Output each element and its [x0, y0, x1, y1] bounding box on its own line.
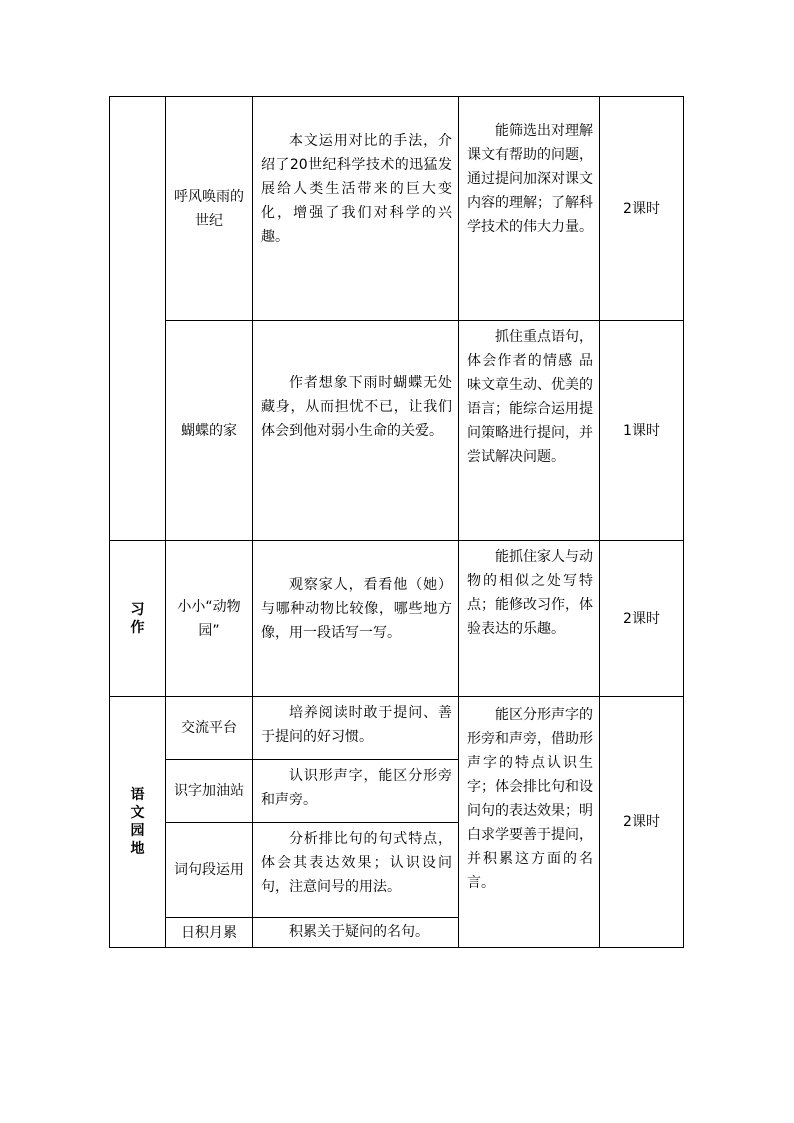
lesson-content: 本文运用对比的手法，介绍了20世纪科学技术的迅猛发展给人类生活带来的巨大变化，增强了我们对科学的兴趣。 [261, 133, 452, 245]
lesson-hours: 2课时 [623, 814, 660, 830]
lesson-title: 词句段运用 [174, 862, 244, 878]
lesson-goal: 抓住重点语句，体会作者的情感 品味文章生动、优美的语言；能综合运用提问策略进行提问，并尝试解决问题。 [467, 329, 593, 465]
lesson-title: 小小“动物园” [177, 598, 241, 639]
lesson-title: 蝴蝶的家 [181, 422, 237, 439]
lesson-goal: 能抓住家人与动物的相似之处写特点；能修改习作，体验表达的乐趣。 [467, 549, 593, 637]
lesson-content: 认识形声字，能区分形旁和声旁。 [261, 768, 452, 808]
lesson-hours: 1课时 [623, 422, 660, 439]
lesson-content: 作者想象下雨时蝴蝶无处藏身，从而担忧不已，让我们体会到他对弱小生命的关爱。 [261, 375, 452, 439]
lesson-content: 分析排比句的句式特点，体会其表达效果；认识设问句，注意问号的用法。 [261, 831, 452, 895]
section-category [110, 697, 165, 947]
lesson-goal: 能区分形声字的形旁和声旁，借助形声字的特点认识生字；体会排比句和设问句的表达效果；明白求学要善于提问，并积累这方面的名言。 [467, 707, 593, 891]
lesson-goal: 能筛选出对理解课文有帮助的问题，通过提问加深对课文内容的理解；了解科学技术的伟大力量。 [467, 123, 593, 235]
category-label: 习作 [130, 601, 145, 636]
section-category [110, 541, 165, 696]
lesson-content: 培养阅读时敢于提问、善于提问的好习惯。 [261, 705, 452, 745]
lesson-hours: 2课时 [623, 610, 660, 627]
category-label: 语文园地 [130, 787, 145, 857]
lesson-title: 呼风唤雨的世纪 [174, 188, 244, 229]
lesson-title: 交流平台 [181, 720, 237, 736]
lesson-title: 识字加油站 [174, 783, 244, 799]
lesson-content: 积累关于疑问的名句。 [289, 924, 429, 940]
lesson-title: 日积月累 [181, 924, 237, 941]
lesson-content: 观察家人，看看他（她）与哪种动物比较像，哪些地方像，用一段话写一写。 [261, 577, 452, 641]
lesson-hours: 2课时 [623, 200, 660, 217]
